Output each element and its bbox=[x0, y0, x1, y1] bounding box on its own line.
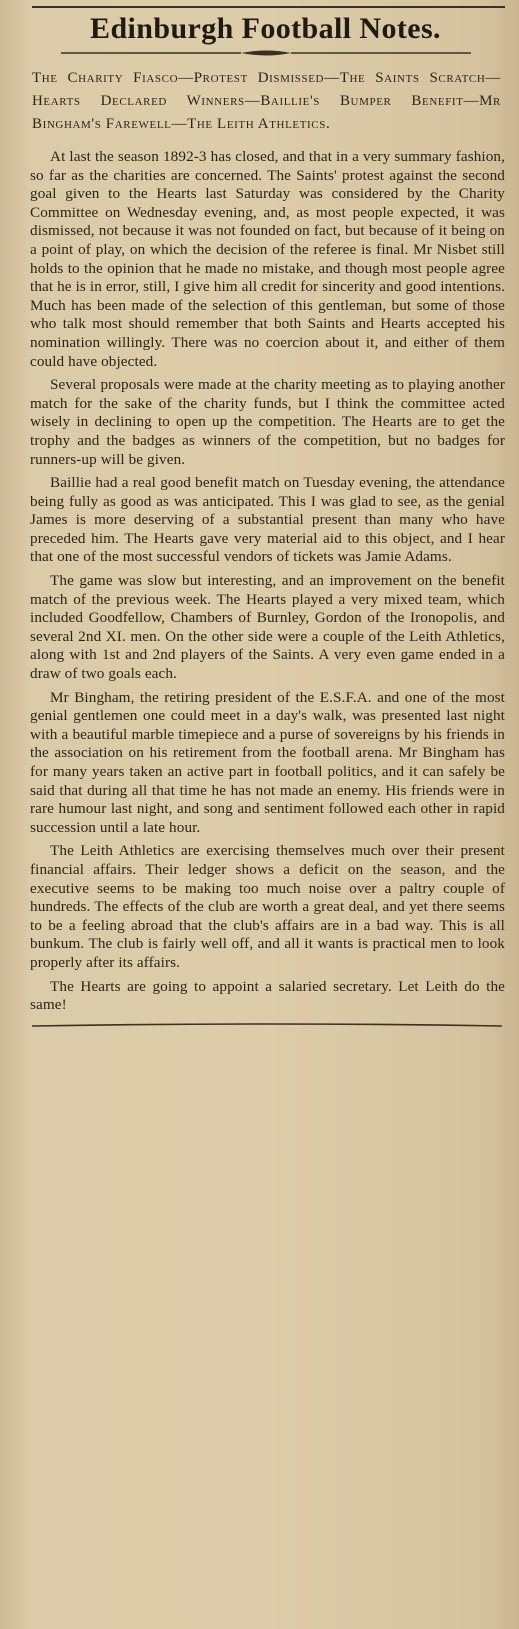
ornament-rule bbox=[61, 49, 471, 57]
paragraph-baillie-benefit: Baillie had a real good benefit match on Tuesday evening, the attendance being fully as good as was anticipated. This I was glad to see, as the genial James is more deserving of a substantial present than many who have preceded him. The Hearts gave very material aid to this object, and I hear that one of the most successful vendors of tickets was Jamie Adams. bbox=[30, 474, 505, 566]
headline: Edinburgh Football Notes. bbox=[90, 12, 441, 45]
subheadings: The Charity Fiasco—Protest Dismissed—The Saints Scratch—Hearts Declared Winners—Baillie's Bumper Benefit—Mr Bingham's Farewell—The Leith Athletics. bbox=[32, 70, 501, 132]
paragraph-hearts-secretary: The Hearts are going to appoint a salaried secretary. Let Leith do the same! bbox=[30, 977, 505, 1014]
paragraph-benefit-game: The game was slow but interesting, and an improvement on the benefit match of the previous week. The Hearts played a very mixed team, which included Goodfellow, Chambers of Burnley, Gordon of the Ironopolis, and several 2nd XI. men. On the other side were a couple of the Leith Athletics, along with 1st and 2nd players of the Saints. A very even game ended in a draw of two goals each. bbox=[30, 572, 505, 683]
paragraph-leith-athletics: The Leith Athletics are exercising themselves much over their present financial affairs. Their ledger shows a deficit on the season, and the executive seems to be making too much noise over a paltry couple of hundreds. The effects of the club are worth a great deal, and yet there seems to be a feeling abroad that the club's affairs are in a bad way. This is all bunkum. The club is fairly well off, and all it wants is practical men to look properly after its affairs. bbox=[30, 842, 505, 971]
paragraph-charity-proposals: Several proposals were made at the charity meeting as to playing another match for the sake of the charity funds, but I think the committee acted wisely in declining to open up the competition. The Hearts are to get the trophy and the badges as winners of the competition, but no badges for runners-up will be given. bbox=[30, 376, 505, 468]
paragraph-bingham-farewell: Mr Bingham, the retiring president of the E.S.F.A. and one of the most genial gentlemen one could meet in a day's walk, was presented last night with a beautiful marble timepiece and a purse of sovereigns by his friends in the association on his retirement from the football arena. Mr Bingham has for many years taken an active part in football politics, and it can safely be said that during all that time he has not made an enemy. His friends were in rare humour last night, and song and sentiment followed each other in rapid succession until a late hour. bbox=[30, 688, 505, 836]
bottom-rule bbox=[32, 1021, 502, 1029]
paragraph-season-closed: At last the season 1892-3 has closed, and that in a very summary fashion, so far as the charities are concerned. The Saints' protest against the second goal given to the Hearts last Saturday was considered by the Charity Committee on Wednesday evening, and, as most people expected, it was dismissed, not because it was not founded on fact, but because of it being on a point of play, on which the decision of the referee is final. Mr Nisbet still holds to the opinion that he made no mistake, and though most people agree that he is in error, still, I give him all credit for sincerity and good intentions. Much has been made of the selection of this gentleman, but some of those who talk most should remember that both Saints and Hearts accepted his nomination willingly. There was no coercion about it, and either of them could have objected. bbox=[30, 148, 505, 370]
top-rule bbox=[32, 6, 505, 8]
